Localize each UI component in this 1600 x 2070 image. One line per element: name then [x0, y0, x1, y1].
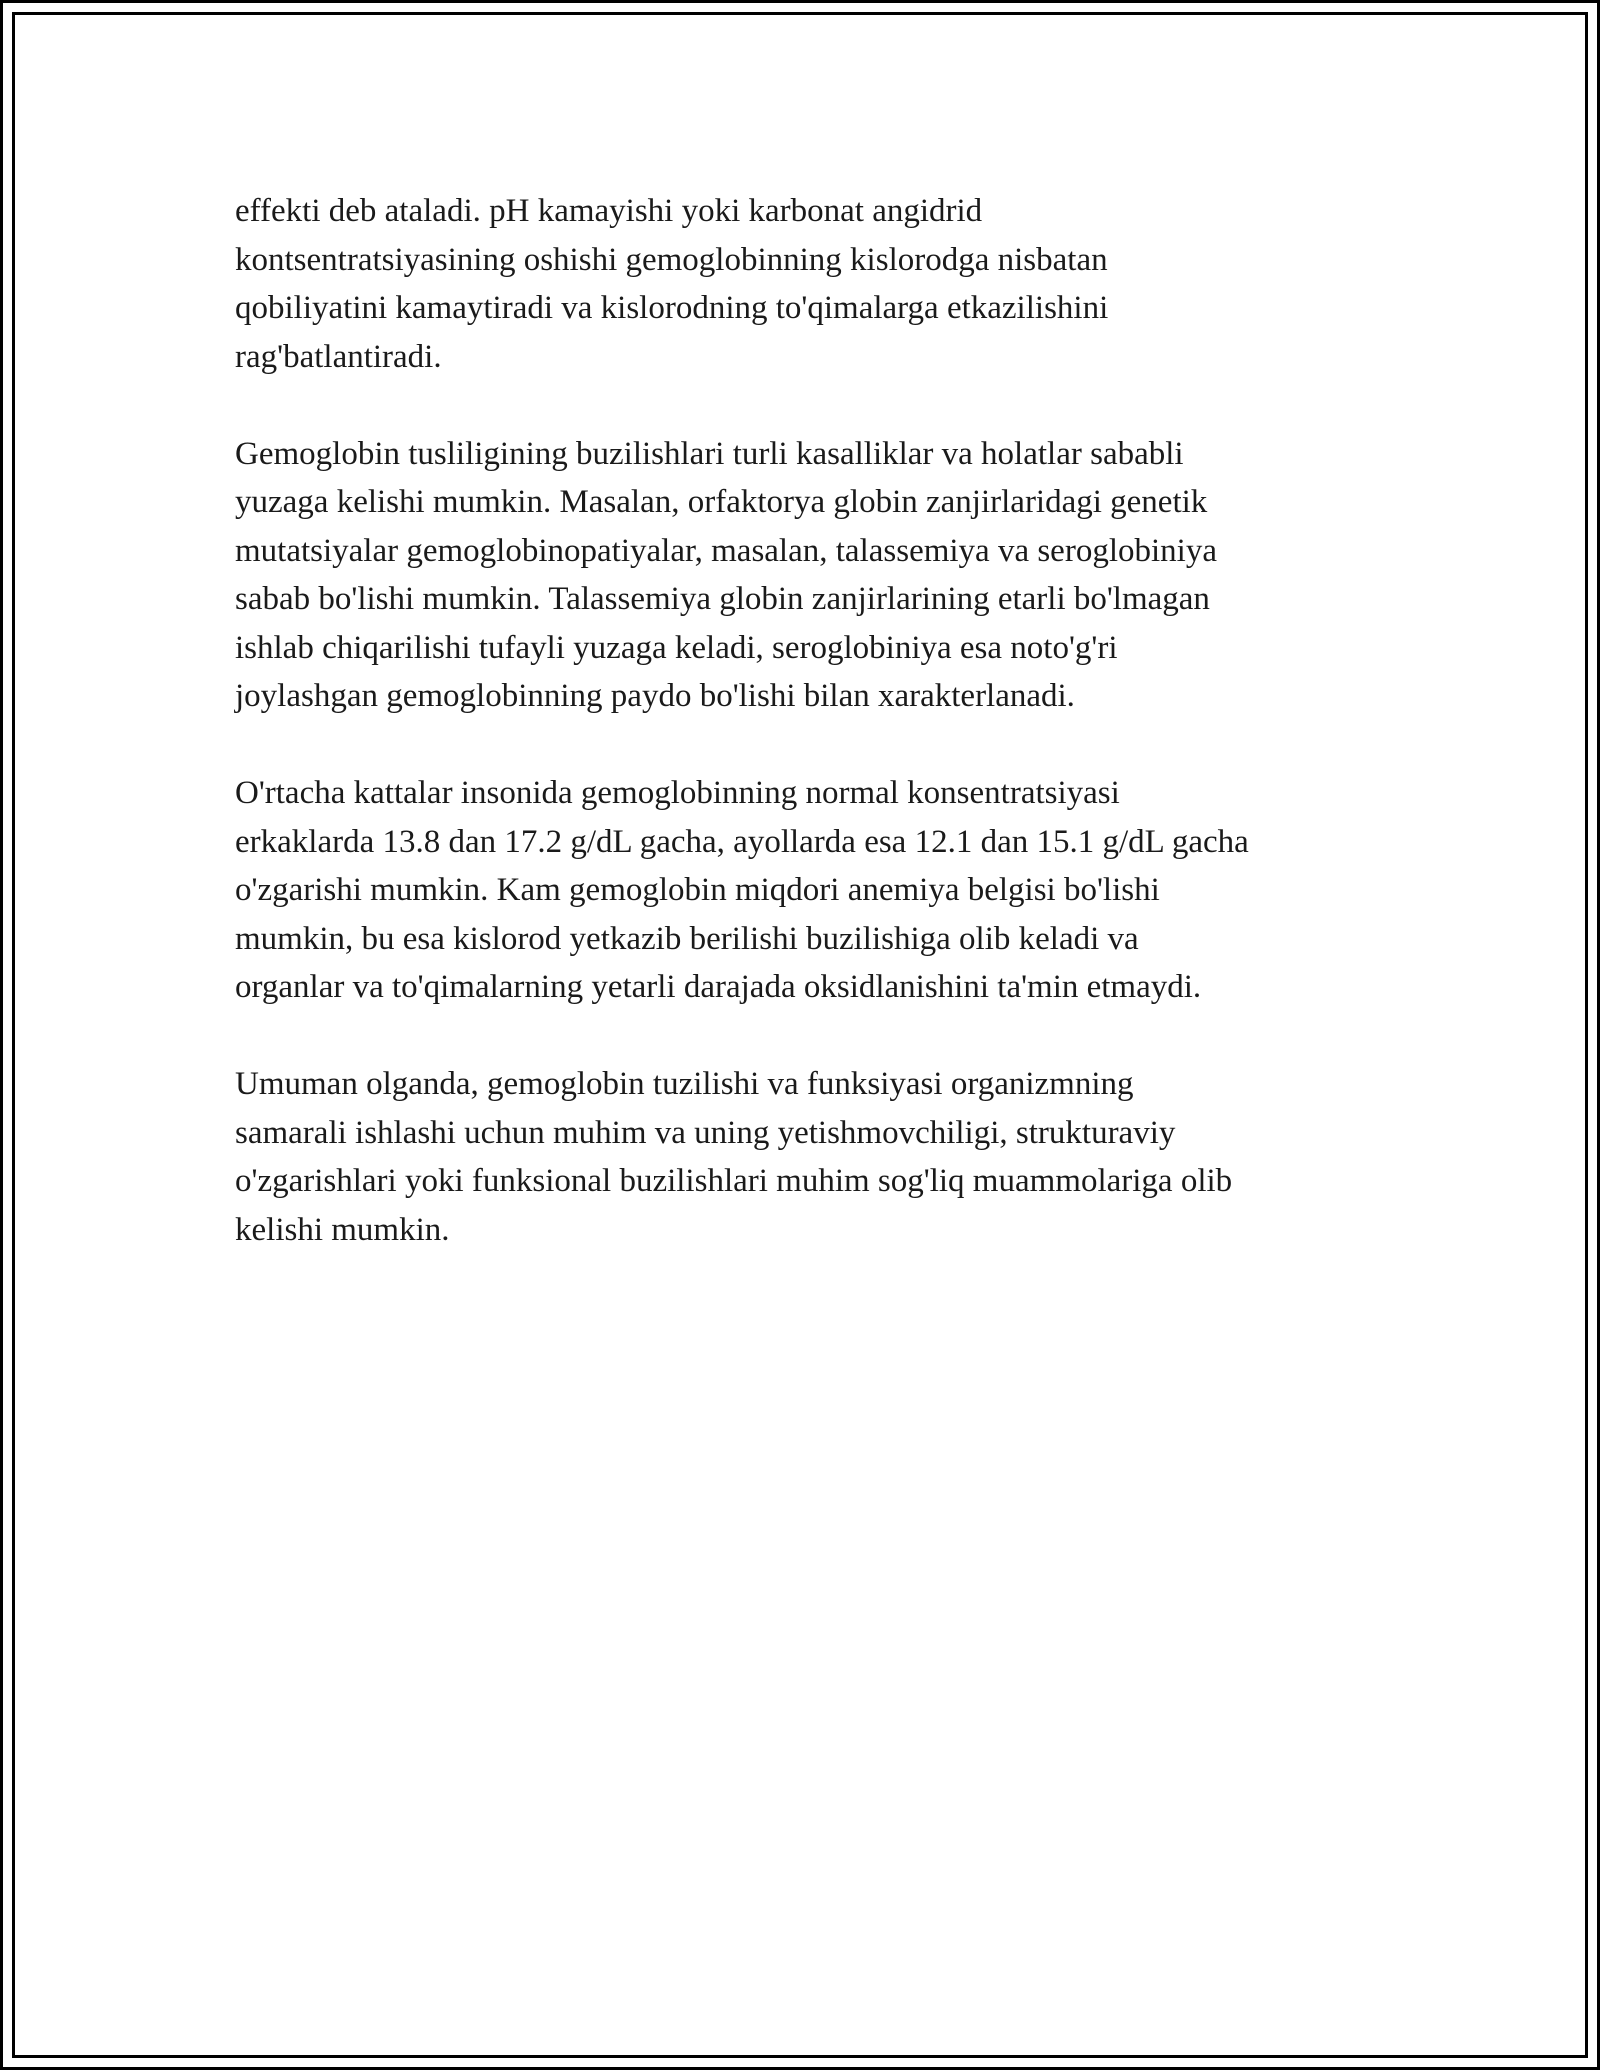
text-line: mutatsiyalar gemoglobinopatiyalar, masalan, talassemiya va seroglobiniya — [235, 532, 1217, 569]
text-line: yuzaga kelishi mumkin. Masalan, orfaktorya globin zanjirlaridagi genetik — [235, 484, 1208, 520]
paragraph-3 — [235, 769, 1415, 1012]
text-line: organlar va to'qimalarning yetarli darajada oksidlanishini ta'min etmaydi. — [235, 969, 1202, 1005]
paragraph-2 — [235, 430, 1415, 721]
text-line: effekti deb ataladi. pH kamayishi yoki karbonat angidrid — [235, 193, 983, 229]
text-line: O'rtacha kattalar insonida gemoglobinning normal konsentratsiyasi — [235, 775, 1120, 811]
paragraph-1 — [235, 187, 1415, 381]
text-line: erkaklarda 13.8 dan 17.2 g/dL gacha, ayollarda esa 12.1 dan 15.1 g/dL gacha — [235, 823, 1249, 860]
text-line: joylashgan gemoglobinning paydo bo'lishi bilan xarakterlanadi. — [235, 678, 1075, 714]
text-line: sabab bo'lishi mumkin. Talassemiya globin zanjirlarining etarli bo'lmagan — [235, 581, 1210, 617]
text-line: rag'batlantiradi. — [235, 338, 442, 375]
text-line: kontsentratsiyasining oshishi gemoglobinning kislorodga nisbatan — [235, 241, 1108, 278]
text-line: o'zgarishlari yoki funksional buzilishlari muhim sog'liq muammolariga olib — [235, 1163, 1233, 1199]
text-line: mumkin, bu esa kislorod yetkazib berilishi buzilishiga olib keladi va — [235, 920, 1139, 957]
text-line: kelishi mumkin. — [235, 1211, 450, 1248]
text-line: Umuman olganda, gemoglobin tuzilishi va funksiyasi organizmning — [235, 1066, 1134, 1102]
document-body — [235, 187, 1415, 1303]
text-line: o'zgarishi mumkin. Kam gemoglobin miqdori anemiya belgisi bo'lishi — [235, 872, 1160, 908]
paragraph-4 — [235, 1060, 1415, 1254]
text-line: qobiliyatini kamaytiradi va kislorodning to'qimalarga etkazilishini — [235, 290, 1109, 326]
text-line: ishlab chiqarilishi tufayli yuzaga keladi, seroglobiniya esa noto'g'ri — [235, 629, 1118, 666]
text-line: samarali ishlashi uchun muhim va uning yetishmovchiligi, strukturaviy — [235, 1114, 1176, 1151]
text-line: Gemoglobin tusliligining buzilishlari turli kasalliklar va holatlar sababli — [235, 435, 1184, 472]
